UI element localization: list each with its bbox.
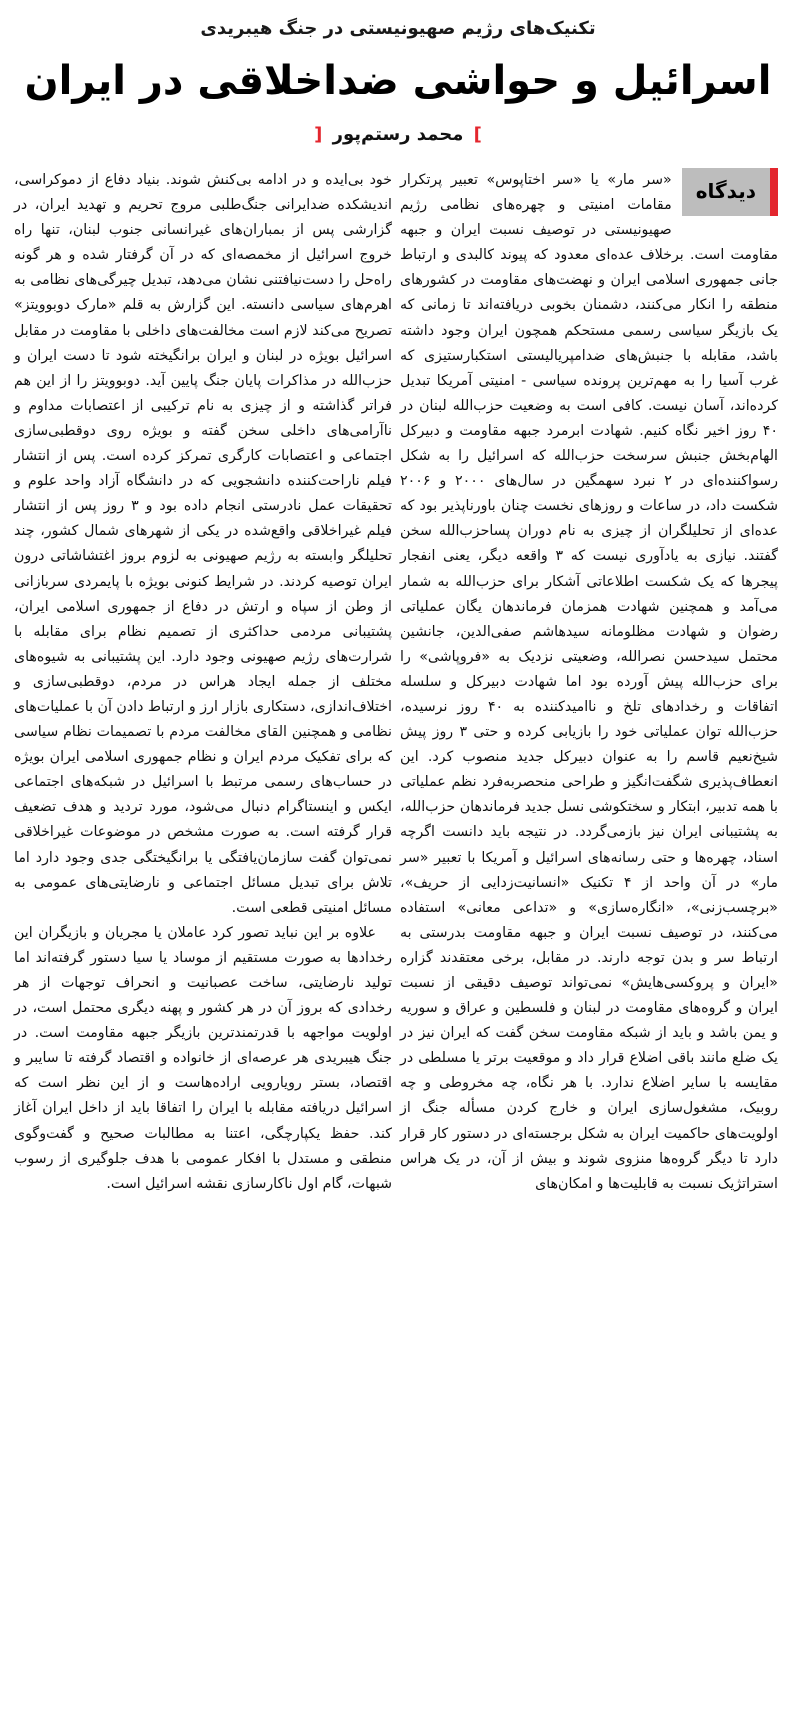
article-column-left xyxy=(14,168,392,1197)
tag-accent-bar xyxy=(770,168,778,216)
byline-bracket-left: [ xyxy=(314,124,323,145)
article-byline xyxy=(0,124,796,145)
byline-bracket-right: ] xyxy=(473,124,482,145)
article-headline: اسرائیل و حواشی ضداخلاقی در ایران xyxy=(24,58,772,104)
author-name: محمد رستم‌پور xyxy=(332,124,464,145)
article-paragraph: «سر مار» یا «سر اختاپوس» تعبیر پرتکرار مقامات امنیتی و چهره‌های نظامی رژیم صهیونیستی در توصیف نسبت ایران و جبهه مقاومت است. برخلاف عده‌ای معدود که پیوند کالبدی و ارتباط جانی جمهوری اسلامی ایران و نهضت‌های مقاومت در کشورهای منطقه را انکار می‌کنند، دشمنان بخوبی دریافته‌اند تا زمانی که یک بازیگر سیاسی رسمی مستحکم همچون ایران وجود داشته باشد، مقابله با جنبش‌های ضدامپریالیستی استکبارستیزی که غرب آسیا را به مهم‌ترین پرونده سیاسی - امنیتی آمریکا تبدیل کرده‌اند، آسان نیست. کافی است به وضعیت حزب‌الله لبنان در ۴۰ روز اخیر نگاه کنیم. شهادت ابرمرد جبهه مقاومت و دبیرکل الهام‌بخش جنبش سرسخت حزب‌الله که اسرائیل را به شکل رسواکننده‌ای در ۲ نبرد سهمگین در سال‌های ۲۰۰۰ و ۲۰۰۶ شکست داد، در ساعات و روزهای نخست چنان باورناپذیر بود که عده‌ای از تحلیلگران از چیزی به نام دوران پساحزب‌الله سخن گفتند. نیازی به یادآوری نیست که ۳ واقعه دیگر، یعنی انفجار پیجرها که یک شکست اطلاعاتی آشکار برای حزب‌الله به شمار می‌آمد و همچنین شهادت همزمان فرماندهان یگان عملیاتی رضوان و شهادت مظلومانه سیدهاشم صفی‌الدین، جانشین محتمل سیدحسن نصرالله، وضعیتی نزدیک به «فروپاشی» را برای حزب‌الله پیش آورده بود اما شهادت دبیرکل و سلسله اتفاقات و رخدادهای تلخ و ناامیدکننده به ۴۰ روز نرسیده، حزب‌الله توان عملیاتی خود را بازیابی کرده و حتی ۳ روز پیش شیخ‌نعیم قاسم را به عنوان دبیرکل جدید منصوب کرد. این انعطاف‌پذیری شگفت‌انگیز و طراحی منحصربه‌فرد نظم عملیاتی با همه تدبیر، ابتکار و سختکوشی نسل جدید فرماندهان حزب‌الله، به پشتیبانی ایران نیز بازمی‌گردد. در نتیجه باید دانست اگرچه اسناد، چهره‌ها و حتی رسانه‌های اسرائیل و آمریکا با تعبیر «سر مار» در آن واحد از ۴ تکنیک «انسانیت‌زدایی از حریف»، «برچسب‌زنی»، «انگاره‌سازی» و «تداعی معانی» استفاده می‌کنند، در توصیف نسبت ایران و جبهه مقاومت بدرستی به ارتباط سر و بدن توجه دارند. در مقابل، برخی معتقدند گزاره «ایران و پروکسی‌هایش» نمی‌تواند توصیف دقیقی از نسبت ایران و گروه‌های مقاومت در لبنان و فلسطین و عراق و سوریه و یمن باشد و باید از شبکه مقاومت سخن گفت که ایران نیز در یک ضلع مانند باقی اضلاع قرار داد و موقعیت برتر یا مسلطی در مقایسه با سایر اضلاع ندارد. با هر نگاه، چه مخروطی و چه روبیک، مشغول‌سازی ایران و خارج کردن مسأله جنگ از اولویت‌های حاکمیت ایران به شکل برجسته‌ای در دستور کار قرار دارد تا دیگر گروه‌ها منزوی شوند و بیش از آن، در یک هراس استراتژیک نسبت به قابلیت‌ها و امکان‌های xyxy=(400,172,778,1192)
tag-label: دیدگاه xyxy=(682,168,770,216)
article-paragraph: خود بی‌ایده و در ادامه بی‌کنش شوند. بنیاد دفاع از دموکراسی، اندیشکده ضدایرانی جنگ‌طلبی مروج تحریم و تهدید ایران، در گزارشی پس از بمباران‌های غیرانسانی جنوب لبنان، تنها راه خروج اسرائیل از مخمصه‌ای که در آن گرفتار شده و هر گونه راه‌حل را دست‌نیافتنی نشان می‌دهد، تبدیل چیرگی‌های نظامی به اهرم‌های سیاسی دانسته. این گزارش به قلم «مارک دوبوویتز» تصریح می‌کند لازم است مخالفت‌های داخلی با مقاومت در مقابل اسرائیل بویژه در لبنان و ایران برانگیخته شود تا دست ایران و حزب‌الله در مذاکرات پایان جنگ پایین آید. دوبوویتز را از این هم فراتر گذاشته و از چیزی به نام ترکیبی از اعتصابات مداوم و ناآرامی‌های داخلی سخن گفته و بویژه روی دوقطبی‌سازی اجتماعی و اعتصابات کارگری تمرکز کرده است. پس از انتشار فیلم ناراحت‌کننده دانشجویی که در دانشگاه آزاد واحد علوم و تحقیقات عمل نادرستی انجام داده بود و ۳ روز پس از انتشار فیلم غیراخلاقی واقع‌شده در یکی از شهرهای شمال کشور، چند تحلیلگر وابسته به رژیم صهیونی به لزوم بروز اغتشاشاتی درون ایران توصیه کردند. در شرایط کنونی بویژه با پایمردی سربازانی از وطن از سپاه و ارتش در دفاع از جمهوری اسلامی ایران، پشتیبانی مردمی حداکثری از تصمیم نظام برای مقابله با شرارت‌های رژیم صهیونی وجود دارد. این پشتیبانی به شیوه‌های مختلف از جمله ایجاد هراس در مردم، دوقطبی‌سازی و اختلاف‌اندازی، دستکاری بازار ارز و ارتباط دادن آن با عملیات‌های نظامی و همچنین القای مخالفت مردم با تصمیمات نظام سیاسی که برای تفکیک مردم ایران و نظام جمهوری اسلامی ایران بویژه در حساب‌های رسمی مرتبط با اسرائیل در شبکه‌های اجتماعی ایکس و اینستاگرام دنبال می‌شود، مورد تردید و هدف تضعیف قرار گرفته است. به صورت مشخص در موضوعات غیراخلاقی نمی‌توان گفت سازمان‌یافتگی یا برانگیختگی جدی وجود دارد اما تلاش برای تبدیل مسائل اجتماعی و نارضایتی‌های عمومی به مسائل امنیتی قطعی است. xyxy=(14,172,392,916)
article-kicker: تکنیک‌های رژیم صهیونیستی در جنگ هیبریدی xyxy=(200,18,596,39)
section-tag xyxy=(682,168,778,216)
article-column-right xyxy=(400,168,778,1197)
article-paragraph: علاوه بر این نباید تصور کرد عاملان یا مجریان و بازیگران این رخدادها به صورت مستقیم از موساد یا سیا دستور گرفته‌اند اما تولید نارضایتی، ساخت عصبانیت و انحراف توجهات از هر رخدادی که بروز آن در هر کشور و پهنه دیگری محتمل است، در اولویت مواجهه با قدرتمندترین بازیگر جبهه مقاومت است. در جنگ هیبریدی هر عرصه‌ای از خانواده و اقتصاد گرفته تا سایبر و اقتصاد، بستر رویارویی اراده‌هاست و از این نظر است که اسرائیل دریافته مقابله با ایران را اتفاقا باید از داخل ایران آغاز کند. حفظ یکپارچگی، اعتنا به مطالبات صحیح و گفت‌وگوی منطقی و مستدل با افکار عمومی با هدف جلوگیری از رسوب شبهات، گام اول ناکارسازی نقشه اسرائیل است. xyxy=(14,924,392,1192)
